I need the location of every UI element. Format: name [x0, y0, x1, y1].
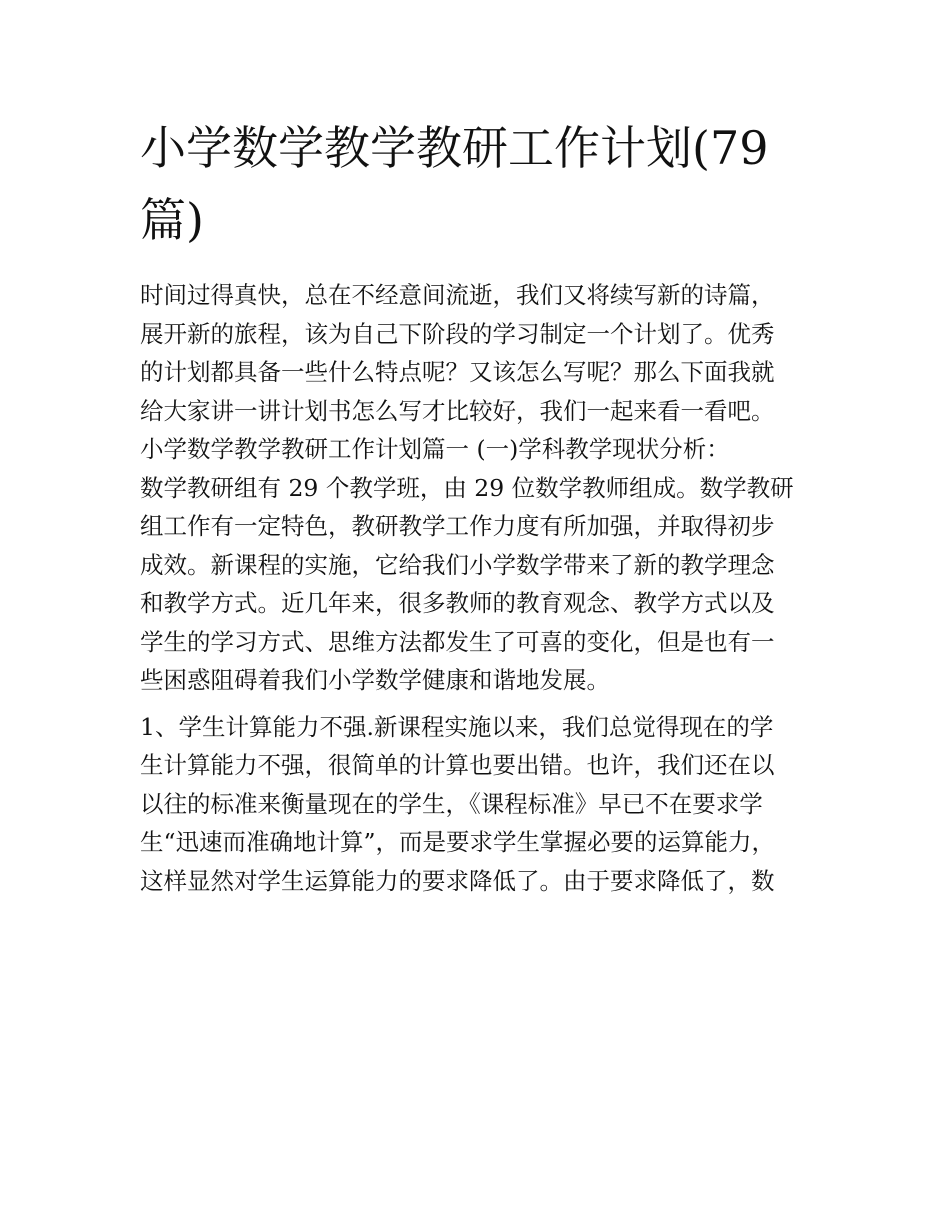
text-line: 给大家讲一讲计划书怎么写才比较好，我们一起来看一看吧。 — [140, 396, 775, 425]
title-line: 小学数学教学教研工作计划(79 — [140, 121, 769, 175]
text-line: 生“迅速而准确地计算”，而是要求学生掌握必要的运算能力， — [140, 828, 776, 856]
text-line: 成效。新课程的实施，它给我们小学数学带来了新的教学理念 — [140, 550, 775, 579]
text-line: 展开新的旅程，该为自己下阶段的学习制定一个计划了。优秀 — [140, 319, 775, 348]
text-line: 学生的学习方式、思维方法都发生了可喜的变化，但是也有一 — [140, 627, 775, 656]
intro-paragraph — [140, 276, 816, 430]
document-page — [140, 112, 816, 900]
text-line: 1、学生计算能力不强.新课程实施以来，我们总觉得现在的学 — [140, 712, 774, 741]
text-line: 数学教研组有 29 个教学班，由 29 位数学教师组成。数学教研 — [140, 473, 794, 502]
analysis-paragraph — [140, 469, 816, 700]
text-line: 的计划都具备一些什么特点呢？又该怎么写呢？那么下面我就 — [140, 358, 775, 386]
text-line: 些困惑阻碍着我们小学数学健康和谐地发展。 — [140, 666, 610, 694]
section-heading: 小学数学教学教研工作计划篇一 (一)学科教学现状分析： — [140, 435, 730, 463]
text-line: 组工作有一定特色，教研教学工作力度有所加强，并取得初步 — [140, 512, 775, 540]
document-title — [140, 112, 816, 256]
text-line: 这样显然对学生运算能力的要求降低了。由于要求降低了，数 — [140, 866, 775, 895]
text-line: 时间过得真快，总在不经意间流逝，我们又将续写新的诗篇， — [140, 281, 775, 309]
title-line: 篇) — [140, 193, 204, 247]
text-line: 生计算能力不强，很简单的计算也要出错。也许，我们还在以 — [140, 751, 775, 779]
text-line: 和教学方式。近几年来，很多教师的教育观念、教学方式以及 — [140, 589, 775, 617]
paragraph-gap — [140, 700, 816, 708]
point-1-paragraph — [140, 708, 816, 901]
document-body — [140, 276, 816, 900]
text-line: 以往的标准来衡量现在的学生，《课程标准》早已不在要求学 — [140, 789, 763, 818]
